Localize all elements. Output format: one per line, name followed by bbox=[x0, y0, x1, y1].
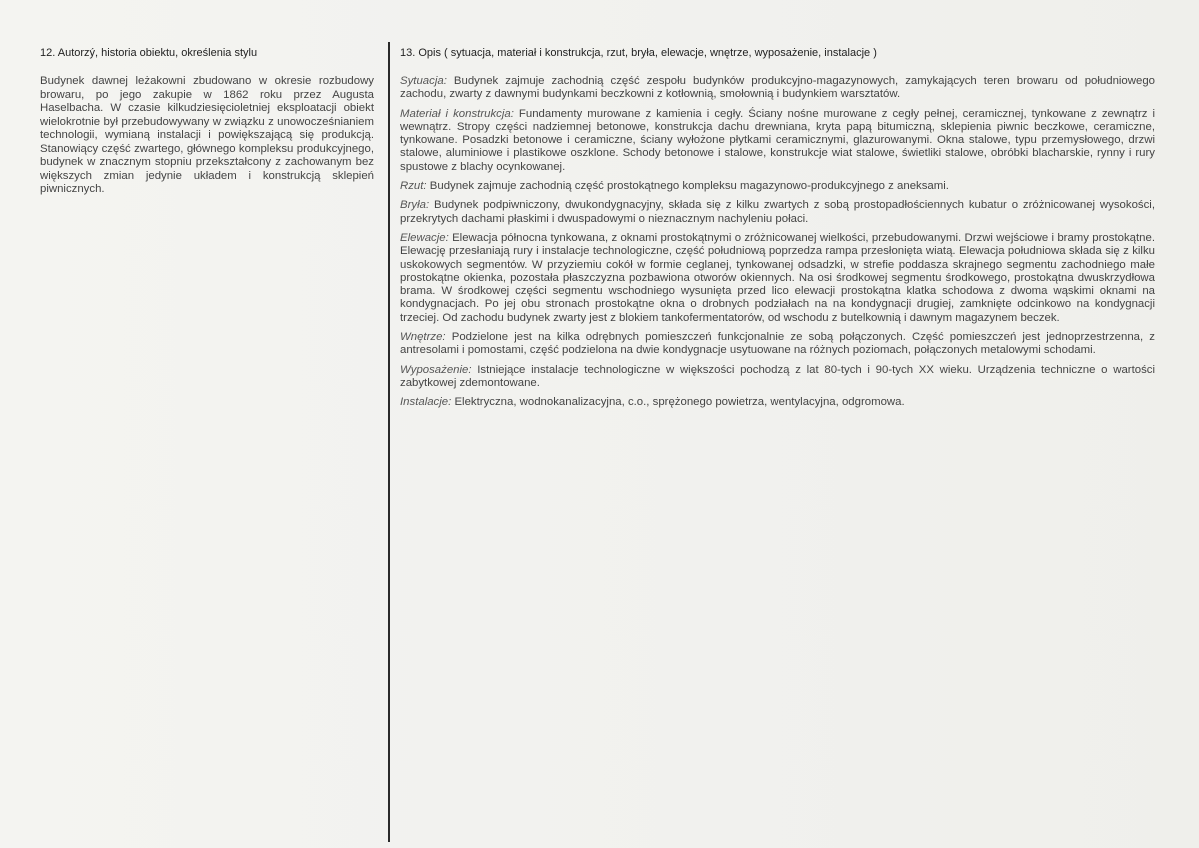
paragraph-bryla bbox=[400, 199, 1155, 226]
paragraph-lead: Bryła: bbox=[400, 199, 430, 212]
paragraph-rzut bbox=[400, 180, 1155, 193]
paragraph-instalacje bbox=[400, 396, 1155, 409]
right-column bbox=[400, 46, 1155, 416]
paragraph-text: Elektryczna, wodnokanalizacyjna, c.o., sprężonego powietrza, wentylacyjna, odgromowa. bbox=[451, 396, 905, 409]
paragraph-wnetrze bbox=[400, 331, 1155, 358]
section-12-body: Budynek dawnej leżakowni zbudowano w okresie rozbudowy browaru, po jego zakupie w 1862 roku przez Augusta Haselbacha. W czasie kilkudziesięcioletniej eksploatacji obiekt wielokrotnie był przebudowywany w związku z unowocześnianiem technologii, wymianą instalacji i powiększającą się produkcją. Stanowiący część zwartego, głównego kompleksu produkcyjnego, budynek w znacznym stopniu przekształcony z zachowanym bez większych zmian jedynie układem i konstrukcją sklepień piwnicznych. bbox=[40, 75, 374, 195]
section-13-heading: 13. Opis ( sytuacja, materiał i konstrukcja, rzut, bryła, elewacje, wnętrze, wyposażenie, instalacje ) bbox=[400, 47, 877, 59]
paragraph-text: Elewacja północna tynkowana, z oknami prostokątnymi o zróżnicowanej wielkości, przebudowanymi. Drzwi wejściowe i bramy prostokątne. Elewację przesłaniają rury i instalacje technologiczne, część południową poprzedza rampa przesłonięta wiatą. Elewacja południowa składa się z kilku uskokowych segmentów. W przyziemiu cokół w formie ceglanej, tynkowanej odsadzki, w strefie poddasza skrajnego segmentu zachodniego małe prostokątne okienka, pozostała płaszczyzna pozbawiona otworów okiennych. Na osi środkowej segmentu środkowego, prostokątna dwuskrzydłowa brama. W środkowej części segmentu wschodniego wysunięta przed lico elewacji prostokątna klatka schodowa z dwoma wąskimi oknami na kondygnacjach. Po jej obu stronach prostokątne okna o drobnych podziałach na na kondygnacji drugiej, zamknięte odcinkowo na kondygnacji trzeciej. Od zachodu budynek zwarty jest z blokiem tankofermentatorów, od wschodu z butelkownią i dawnym magazynem beczek. bbox=[400, 231, 1155, 324]
paragraph-lead: Wyposażenie: bbox=[400, 363, 472, 376]
paragraph-elewacje bbox=[400, 232, 1155, 325]
paragraph-wyposazenie bbox=[400, 364, 1155, 391]
paragraph-lead: Instalacje: bbox=[400, 396, 452, 409]
paragraph-lead: Materiał i konstrukcja: bbox=[400, 107, 514, 120]
paragraph-sytuacja bbox=[400, 75, 1155, 102]
paragraph-text: Budynek zajmuje zachodnią część zespołu budynków produkcyjno-magazynowych, zamykających teren browaru od południowego zachodu, zwarty z dawnymi budynkami beczkowni z kotłownią, smołownią i budynkiem warsztatów. bbox=[400, 75, 1155, 101]
section-12-heading: 12. Autorzý, historia obiektu, określenia stylu bbox=[40, 47, 258, 59]
paragraph-text: Fundamenty murowane z kamienia i cegły. Ściany nośne murowane z cegły pełnej, ceramicznej, tynkowane z zewnątrz i wewnątrz. Stropy części nadziemnej betonowe, konstrukcja dachu drewniana, kryta papą bitumiczną, sklepienia piwnic beczkowe, ceramiczne, tynkowane. Posadzki betonowe i ceramiczne, ściany wyłożone płytkami ceramicznymi, glazurowanymi. Okna stalowe, typu przemysłowego, drzwi stalowe, aluminiowe i plastikowe oszklone. Schody betonowe i stalowe, konstrukcje wiat stalowe, świetliki stalowe, obróbki blacharskie, rynny i rury spustowe z blachy ocynkowanej. bbox=[400, 107, 1155, 173]
paragraph-lead: Wnętrze: bbox=[400, 331, 446, 344]
paragraph-material bbox=[400, 108, 1155, 174]
left-column bbox=[40, 46, 374, 197]
paragraph-text: Istniejące instalacje technologiczne w większości pochodzą z lat 80-tych i 90-tych XX wieku. Urządzenia techniczne o wartości zabytkowej zdemontowane. bbox=[400, 363, 1155, 389]
paragraph-lead: Rzut: bbox=[400, 180, 427, 193]
paragraph-text: Budynek zajmuje zachodnią część prostokątnego kompleksu magazynowo-produkcyjnego z aneksami. bbox=[426, 180, 949, 193]
paragraph-lead: Sytuacja: bbox=[400, 75, 447, 87]
paragraph-text: Podzielone jest na kilka odrębnych pomieszczeń funkcjonalnie ze sobą połączonych. Część pomieszczeń jest jednoprzestrzenna, z antresolami i pomostami, część podzielona na dwie kondygnacje usytuowane na różnych poziomach, połączonych metalowymi schodami. bbox=[400, 331, 1155, 357]
paragraph-text: Budynek podpiwniczony, dwukondygnacyjny, składa się z kilku zwartych z sobą prostopadłościennych kubatur o zróżnicowanej wysokości, przekrytych dachami płaskimi i dwuspadowymi o nieznacznym nachyleniu połaci. bbox=[400, 199, 1155, 225]
column-divider bbox=[388, 42, 390, 842]
paragraph-lead: Elewacje: bbox=[400, 231, 449, 244]
